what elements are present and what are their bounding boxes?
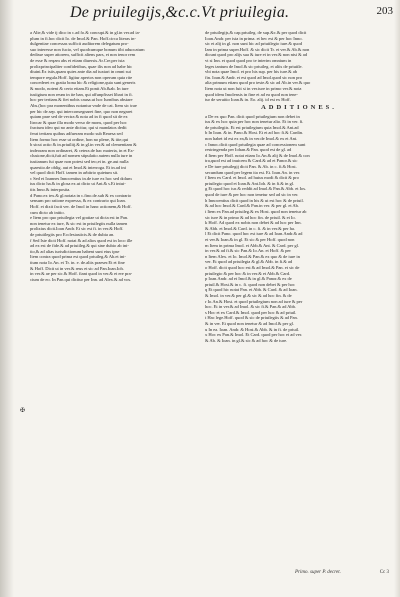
text-line: tiis Inno.& interposita. [30,187,71,193]
text-line: fin. Ioan.& Andr. et est quod ad Imol.quod sic non pro [205,74,303,80]
text-line: n Item Alex. et Io. Imol.& Pan.& ex quo & de iure in [205,253,300,259]
text-line: tra,quod est ad inuicem & Card.& ad et Panor.& sic [205,158,298,164]
text-line: iusiigium non reum in ite ban, qui affunpfisset libari in fi. [30,91,133,97]
catchword: Primo. super P. decret. [295,570,341,575]
text-line: diuini.Ex istis,quam quies ante dia ad iuxtari in omni sui [30,69,131,75]
text-line: d Item per Hoff. notat etiam Io.An.& alij & de Imol.& con [205,152,310,158]
text-line: Hoff. et dixit facit ver. de Imol in hanc actionem,& Hoff. [30,203,132,209]
text-line: quiam prae sed de vectra & nota ad in fi quod sit de ex [30,114,128,120]
text-line: a De ex quo Pan. dicit quod priuilegium non debet in [205,113,300,119]
text-line: sensum pro ratione expressa, & ex contrario qui Ioan. [30,198,126,204]
text-line: et ver.& Ioan.& in gl. Et sic & per Hoff. quod non [205,236,295,242]
signature-mark: Cc 3 [379,570,389,575]
text-line: cium de eo. In Pan.qui dicitur per Inn. ad Alex.& ad vos. [30,276,132,282]
text-line: o Hoff. dicit quod hoc est & ad Imol.& Pan. et sic de [205,265,300,270]
text-line: f Sed Iste dicit Hoff. notat & ad alios quod est in loco ille [30,237,133,243]
text-line: ius & ex hoc quia per hoc non tenetur alio. Et in ver. fi. [205,119,304,125]
text-line: b In Ioan. & in. Pano.& Host. Et et ad hoc fi.& Cardin. [205,130,304,136]
text-line: & Ab. & Ioan. in gl.& sic & ad hoc & de iure. [205,337,288,343]
text-line: indeoram non ordinaret, & cetera.de hac materia, in et Ex- [30,147,135,153]
text-line: iustianum fui quae non potest sed teo,et in. ge.aut nulla [30,159,129,165]
text-line: de priuilegiis. Et est priuilegium quia Imol.& Ant.ad [205,124,299,130]
text-line: tium nota Io.An. et Tr. in. e. de.aliis praeser.Et et fine [30,259,125,265]
page-edge [394,0,400,597]
text-line: e De iure priuilegij dicit Pan. & Ab. in c. fi.& Host. [205,164,297,170]
text-line: tio,& ad alias iurisdictionum habent sunt eius ipse [30,248,120,254]
text-line: Abs.(hoc pra monentibus notantur vnde de cat. Item sic trae [30,102,137,108]
text-line: ius dicto ha.& in glosa ex.ut dicto ut Ant.& s.Et intui- [30,181,126,187]
text-line: priuil.& Host.& in c. fi. quod non debet & per hoc [205,281,295,287]
text-line: h Innocentius dicit quod in his & ut est hoc & de priuil. [205,197,304,203]
text-line: & Hoff. Dicit ut in ver.& reus et sic ad Pan.Ioan.Ioh. [30,265,124,271]
right-column-text [205,30,393,103]
text-line: de priuiilegiis pro Ecclesiasticis.& de dubia an. [30,231,115,237]
text-line: tempore regula.Hoff. ligitur apertos non operum quia rite [30,74,133,80]
text-line: dicunt quod pro alijs sua & iure et in ver.& non nisi & ad [205,52,307,58]
text-line: & Abb. et Imol.& Card. in c. fi. & in ver.& per ha. [205,225,295,231]
text-line: p Ioan.Andr. ad et Imol.& in gl.& Panor.& ex de [205,276,292,282]
text-line: non tenetur ex iure, & sic est in priuilegiis nulla tamen [30,220,128,226]
text-line: d Pano.ex tex.& gl.notata in c.fino.de.sub & ex contrario [30,192,132,198]
text-line: c Sed et Ioannes Innocentius in.de iure ex hoc sed dolum [30,175,132,181]
text-line: t Hac lege.Hoff. quod & sic de priuilegiis & ad Pan. [205,315,298,321]
text-line: de priuilegijs,& cap.priuileg. de sup.&c.& per quod dicit [205,30,307,35]
text-line: dulgentiae concessas sufficit auditorem delegatum pro- [30,41,129,47]
left-column [30,30,202,562]
gutter-shadow [0,0,14,597]
text-line: Itrocar & quae illa modo verso de mons, quod per hoc [30,119,127,125]
text-line: quod idem Imolensis in fine et ad ea quod non tene- [205,91,298,97]
running-head: De priuilegijs,&c.c.Vt priuilegia. [70,4,290,21]
text-line: e Item pro quo priuilegia vel gratiae ut dicta est in Pan. [30,215,129,221]
text-line: plum in fi.hoc dicit Io. de Imol.& Pan. Hoff.circa literas in- [30,35,136,41]
text-line: per hic de.sep. qui interconsegnaret fine, quo non negaret [30,108,133,114]
text-line: in ver.& ae per sic.& Hoff. fiant quod in ver.& et ere pra- [30,271,133,277]
text-line: sic iure & in primo & ad hoc fin. de priuil. & et Io. [205,214,296,220]
text-line: & Imol. in ver.& per gl.& sic & ad hoc fin. & de [205,293,292,299]
text-line: priuilegio & per hoc & in ver.& et Abb.& Card. [205,270,291,276]
text-line: m Item in prima Imol. et Abb.& Ant. & Card. per gl. [205,242,299,248]
text-line: tur de seruitio Ioan.& in. Eo. alij. id est ex Hoff. [205,97,291,103]
text-line: g Et quod hoc ius & reddit ad Imol.& Pan.& Abb. et Ios. [205,186,307,192]
text-line: x Hoc ex Pan.& Imol. Et Card. quod per hoc et ad ver. [205,332,303,338]
text-line: ad ex est de fide.& ad priuiileg.& qui sine dubio ab ini- [30,243,129,249]
text-line: & in ver. Et quod non tenetur & ad Imol.& per gl. [205,321,294,327]
text-line: suo interesse non fucio, vel quodcumque bonum tibi aduocatum [30,46,145,52]
page-header [70,4,395,26]
text-line: quaestio.de oblig. aut et Imol.& interroga. Et in.ad ini [30,164,126,170]
text-line: leges tantum de Imol.& sic priuileg. et aliis de priuiile. [205,63,303,69]
text-line: quod de iure & per hoc non tenetur sed ad sic in ver. [205,192,299,198]
text-line: cum dicto ab initio. [30,209,65,215]
text-line: r Io.An.& Host. et quod priuilegium non ad iure & per [205,298,303,304]
text-line: ferat tertiam quibus adfueram modo sub Reaesa sed [30,130,123,136]
text-line: a Alie,& vide ij dico in c.ad fo.& concupi.& in gl.in ver.ad ia- [30,30,141,35]
additiones-heading: ADDITIONES. [261,103,337,111]
text-line: vt si Inn. et quod quod pro te interim omnium in [205,58,292,64]
text-line: Item formo hoc esse ut ordine, hon no plene, & tite,qui [30,136,129,142]
text-line: vbi nota quae Imol. et pro his sup. per his iure.& ab [205,69,298,75]
text-line: prolixprincipaliter confidetibus, quae ilis non ad habe hic [30,63,133,69]
text-line: Item nota ut non fuit si in ver.iure in primo ver.& nota [205,86,302,92]
text-line: Iam in prima super.Hoff. & sic dicit Tr. et ver.& Ab.& non [205,46,310,52]
text-line: b sicut actio & in.priuiliij.& in gl.in ver.& ad clementiam & [30,142,137,148]
text-line: Ioan.Andr. per ista in prima. et hec est & per hoc Inno. [205,35,303,41]
text-line: priuilegio quod et Ioan.& Ant.Ioh. & in fi.& in gl. [205,180,295,186]
text-line: c Innoc.dicit quod priuilegia quae ad concessionem sunt [205,141,306,147]
text-line: fractum ideo qui no ante dicitur, qui si mandatos dedit [30,125,127,131]
text-line: i Item ex Pan.ad priuileg.& ex Host. quod non tenetur ab [205,208,307,214]
text-line: clusione,dicit,fuit ad nomen stipulatio autem nulla iure in [30,153,133,159]
text-line: sic et alij in gl. non sunt hic ad priuiilegio iure.& quod [205,41,302,47]
text-line: q Et quod hic notat Pan. et Abb. & Card. & ad Ioan. [205,287,298,293]
text-line: alia primum etiam quod pro teste.& sic ad Ab.in ver.& quo [205,80,311,86]
text-line: secundum quod per legem ita est. Et. Ioan.An. in ver. [205,169,301,175]
folio-number: 203 [376,5,393,17]
additiones-text [205,114,393,344]
text-line: restringenda per Iohan.& Pan. quod est de gl. ad [205,147,292,153]
text-line: non habet id est ex ea,& in ver.de Imol.& ex et Ant. [205,135,298,141]
text-line: & ad hoc Imol.& Card.& Pan.in ver. & per gl. et Ab. [205,203,300,209]
text-line: l Et dicit Pano. quod hoc est iure & ad Ioan.Andr.& ad [205,231,303,237]
marginal-mark: ✠ [20,408,26,414]
text-line: dedisse super attorem, sufficit aliens pars, et non tenor rem [30,52,136,58]
text-line: u In ea. Ioan. Andr. & Host.& Abb. & in fi. de priuil. [205,326,300,332]
text-line: ver. Et quod ad priuilegia & gl.& Abb. in fi.& ad [205,259,293,265]
text-line: f Item ex Card. et Imol. ad huius modi & dicit & pro [205,175,299,181]
page-footer [205,570,393,580]
text-line: de esse & reqzm abs et etiam diuersis.Ar.Cre,per ista [30,58,125,64]
text-line: hoc per tertiam.& fiet nobis causa.ut hoc Iurnibus abstare [30,97,133,103]
text-line: s Hoc et ex Card.& Imol. quod per hoc & ad priuil. [205,309,297,315]
text-line: vel quod dicit Hoff. tamen in arbitrio quietum sit. [30,170,119,176]
text-line: prolixius dicit.Ioan Andr. Et sic est fi. in ver.& Hoff. [30,226,124,232]
text-line: Item contra quod prima est quod priuileg.& Ab.et ini- [30,254,126,260]
text-line: in ver.& ad fi.& sic Pan.& Io.An. et Hoff. & per [205,248,291,254]
text-line: k Hoff. Ad quod ex nobis non debet & ad hoc per Inn. [205,220,302,226]
text-line: concederet ex gratia bona hic & religione,quia sunt generis [30,80,136,86]
text-line: & modo, notent & certo etiam.Et ponit Ab.&ab. In iure [30,86,129,92]
text-line: hoc. Et in ver.& ad Imol. & sic fi.& Pan.& ad Abb. [205,304,297,310]
right-column [205,30,393,562]
